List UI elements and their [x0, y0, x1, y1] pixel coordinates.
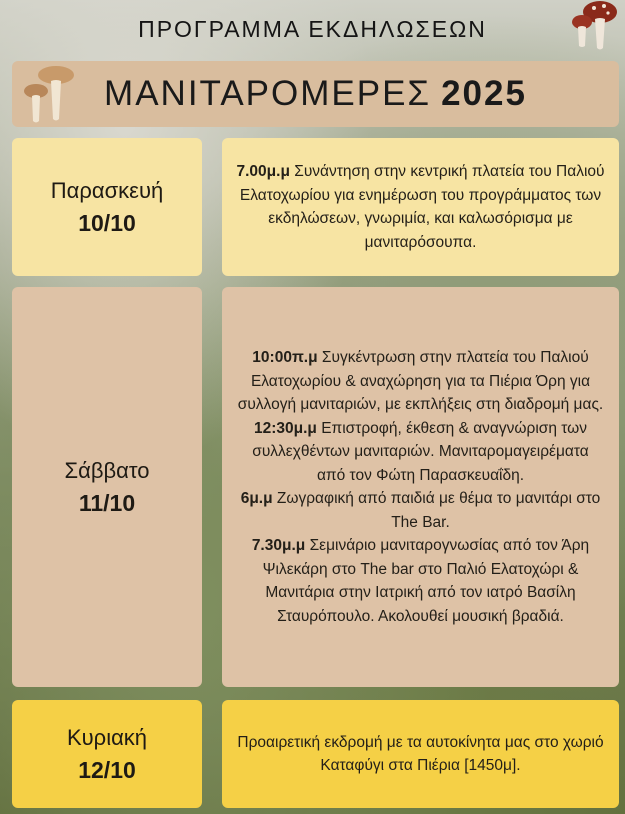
event-text: Συγκέντρωση στην πλατεία του Παλιού Ελατοχωρίου & αναχώρηση για τα Πιέρια Όρη για συλλογή μανιταριών, με εκπλήξεις στη διαδρομή μας.: [237, 349, 604, 413]
events-cell-saturday: [222, 287, 619, 687]
day-name: Σάββατο: [64, 458, 150, 483]
banner-title: ΜΑΝΙΤΑΡΟΜΕΡΕΣ: [104, 74, 432, 113]
event-item: [236, 731, 605, 778]
day-cell-saturday: [12, 287, 202, 687]
event-text: Σεμινάριο μανιταρογνωσίας από τον Άρη Ψιλεκάρη στο The bar στο Παλιό Ελατοχώρι & Μανιτάρια στην Ιατρική από τον ιατρό Βασίλη Σταυρόπουλο. Ακολουθεί μουσική βραδιά.: [262, 537, 590, 625]
events-cell-friday: [222, 138, 619, 276]
event-time: 12:30μ.μ: [253, 419, 317, 437]
day-date: 10/10: [78, 210, 136, 236]
day-name: Παρασκευή: [50, 178, 164, 203]
mushroom-icon: [22, 63, 78, 125]
event-item: [236, 487, 605, 534]
day-cell-sunday: [12, 700, 202, 808]
event-time: 6μ.μ: [240, 490, 273, 507]
event-item: [236, 346, 605, 417]
day-date: 12/10: [78, 757, 136, 783]
title-banner: [12, 61, 619, 127]
event-text: Επιστροφή, έκθεση & αναγνώριση των συλλεχθέντων μανιταριών. Μανιταρομαγειρέματα από τον Φώτη Παρασκευαΐδη.: [252, 419, 589, 484]
event-time: 10:00π.μ: [252, 349, 318, 366]
day-date: 11/10: [78, 490, 136, 516]
event-item: [236, 417, 605, 488]
event-text: Προαιρετική εκδρομή με τα αυτοκίνητα μας στο χωριό Καταφύγι στα Πιέρια [1450μ].: [237, 733, 604, 774]
banner-year: 2025: [441, 74, 527, 113]
day-cell-friday: [12, 138, 202, 276]
page-subtitle: ΠΡΟΓΡΑΜΜΑ ΕΚΔΗΛΩΣΕΩΝ: [138, 16, 487, 42]
event-item: [236, 160, 605, 254]
event-time: 7.30μ.μ: [251, 537, 306, 554]
event-text: Ζωγραφική από παιδιά με θέμα το μανιτάρι στο The Bar.: [272, 490, 601, 531]
event-text: Συνάντηση στην κεντρική πλατεία του Παλιού Ελατοχωρίου για ενημέρωση του προγράμματος των εκδηλώσεων, γνωριμία, και καλωσόρισμα με μανιταρόσουπα.: [239, 163, 605, 251]
event-item: [236, 534, 605, 628]
day-name: Κυριακή: [66, 725, 148, 750]
events-cell-sunday: [222, 700, 619, 808]
event-time: 7.00μ.μ: [236, 163, 290, 180]
mushroom-icon: [570, 0, 620, 54]
